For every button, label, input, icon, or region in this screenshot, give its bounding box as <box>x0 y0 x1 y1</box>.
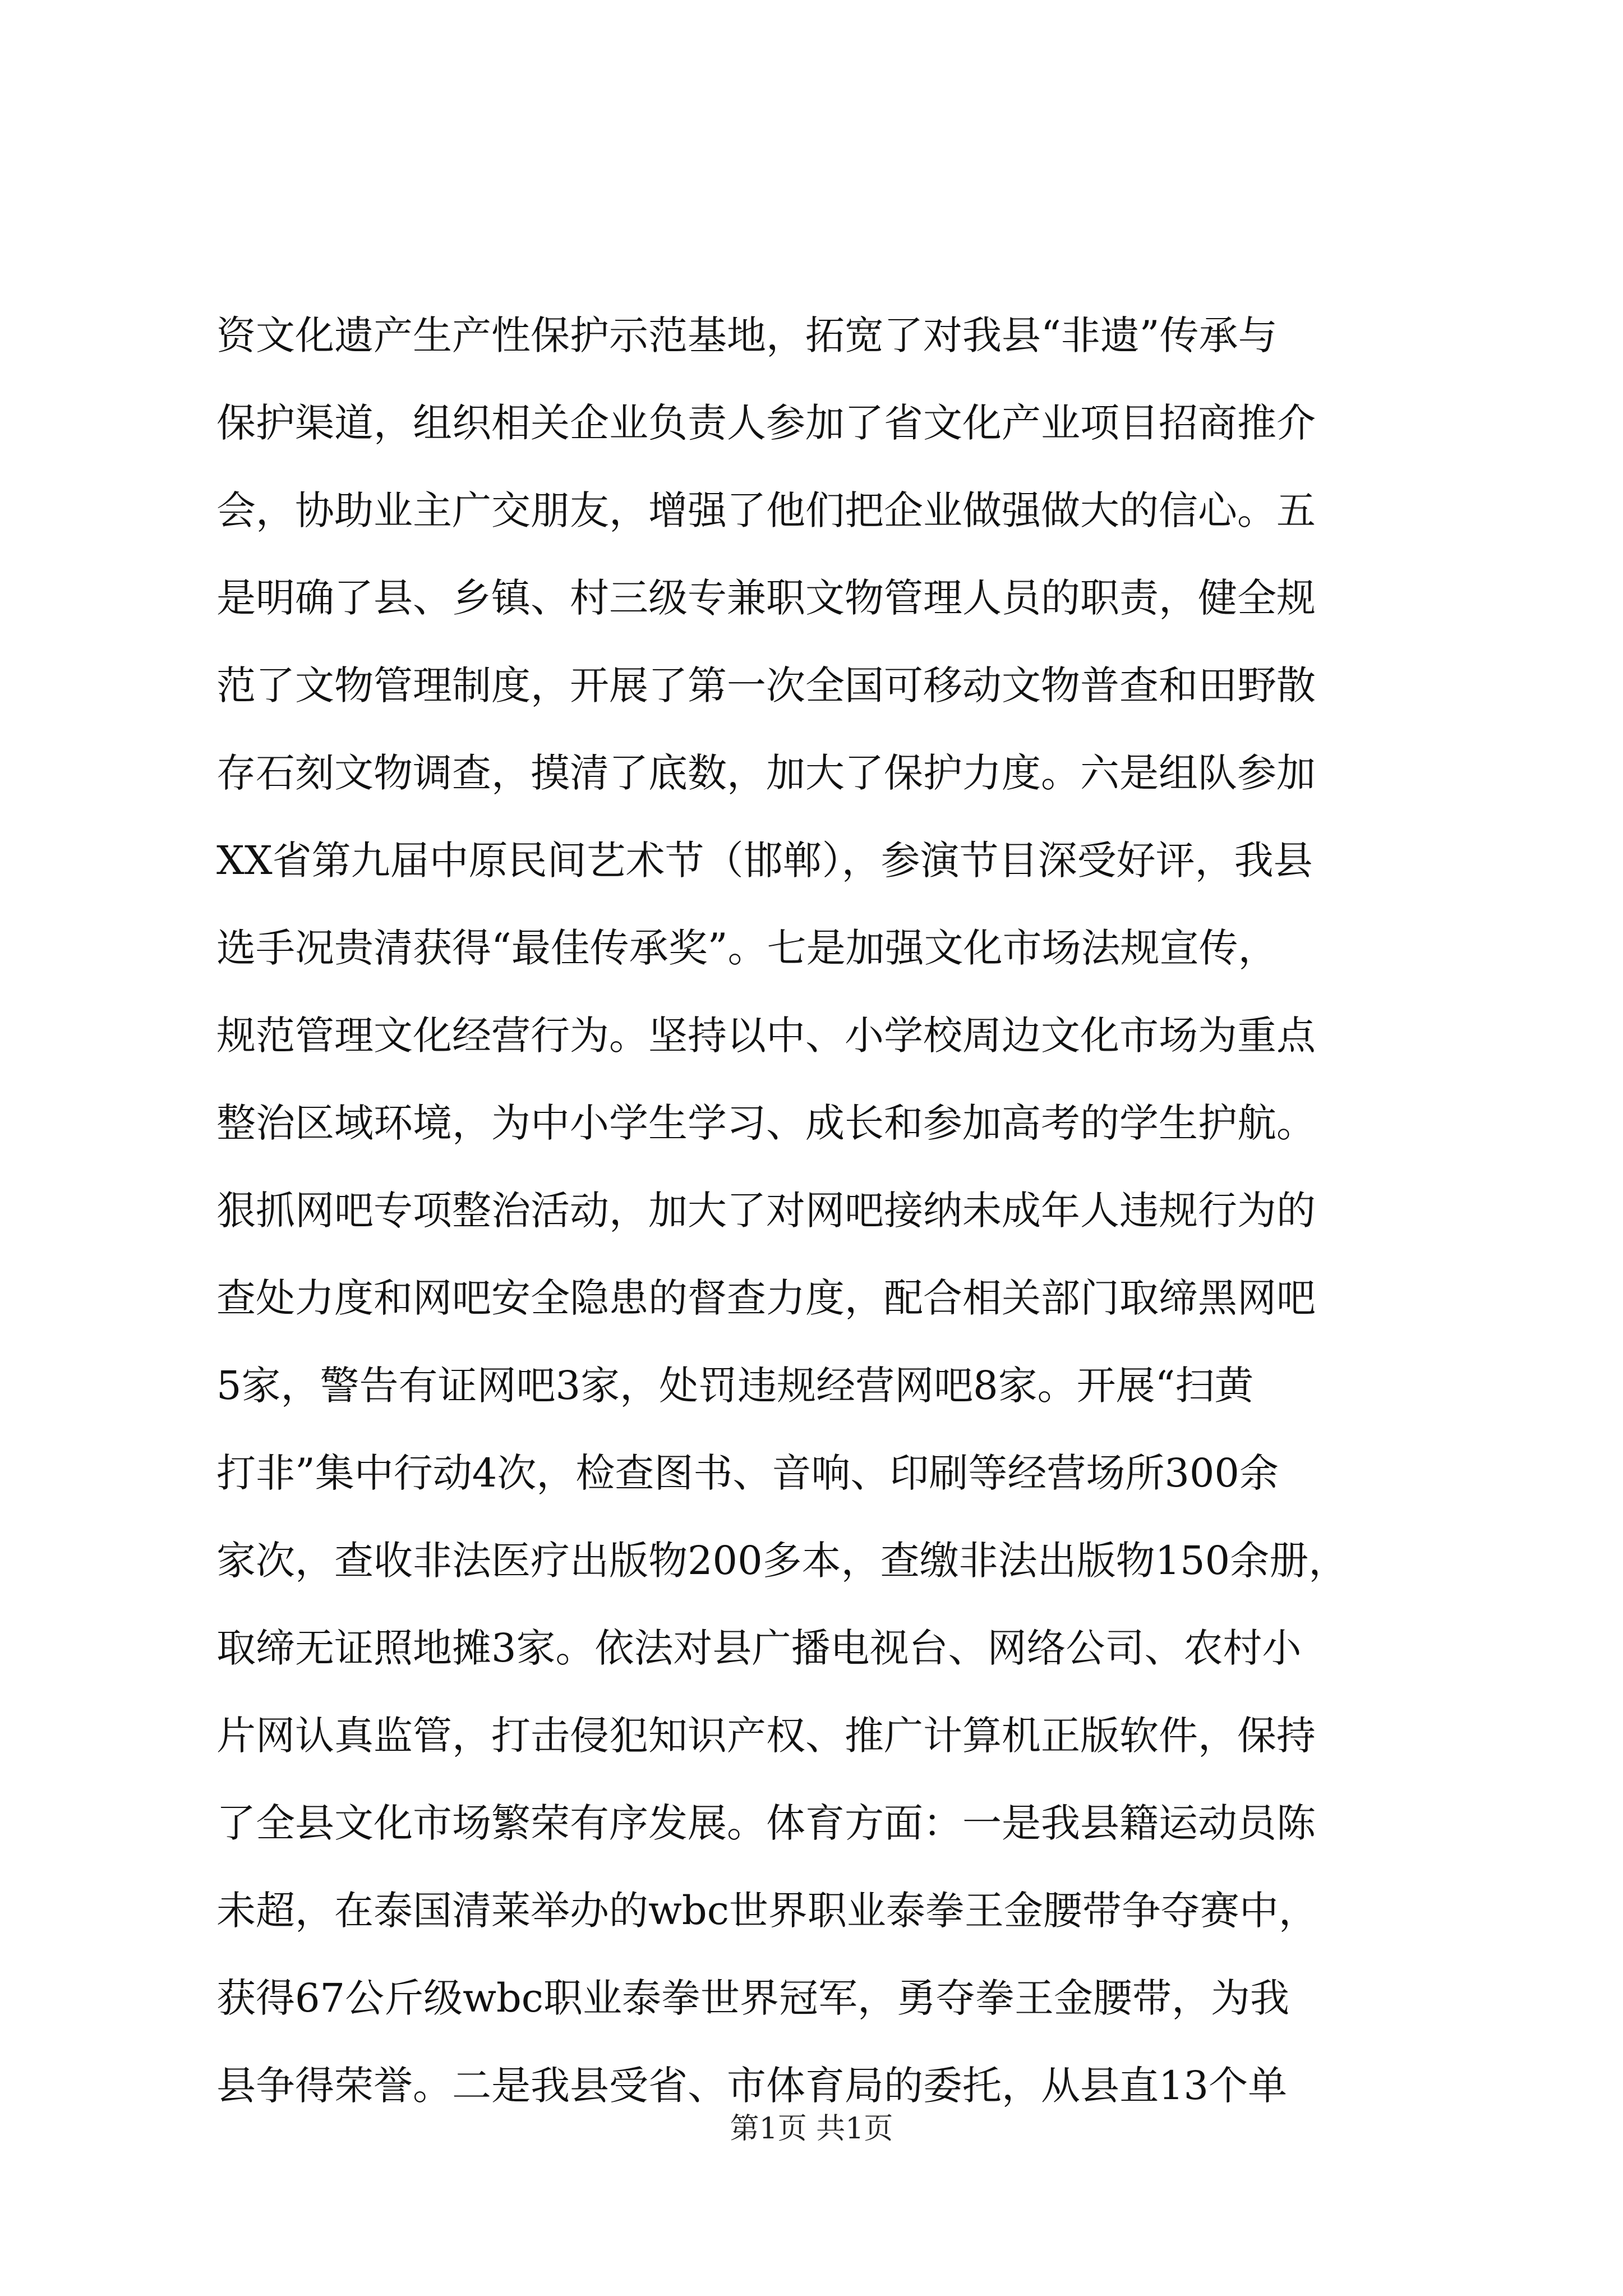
text-line-14: 打非”集中行动4次，检查图书、音响、印刷等经营场所300余 <box>216 1450 1279 1496</box>
text-line-1: 资文化遗产生产性保护示范基地，拓宽了对我县“非遗”传承与 <box>216 312 1278 358</box>
text-line-17: 片网认真监管，打击侵犯知识产权、推广计算机正版软件，保持 <box>216 1713 1316 1759</box>
text-line-16: 取缔无证照地摊3家。依法对县广播电视台、网络公司、农村小 <box>216 1625 1302 1671</box>
text-line-11: 狠抓网吧专项整治活动，加大了对网吧接纳未成年人违规行为的 <box>216 1188 1316 1234</box>
text-line-6: 存石刻文物调查，摸清了底数，加大了保护力度。六是组队参加 <box>216 750 1316 796</box>
text-line-12: 查处力度和网吧安全隐患的督查力度，配合相关部门取缔黑网吧 <box>216 1275 1316 1321</box>
text-line-13: 5家，警告有证网吧3家，处罚违规经营网吧8家。开展“扫黄 <box>216 1363 1254 1409</box>
text-line-3: 会，协助业主广交朋友，增强了他们把企业做强做大的信心。五 <box>216 487 1316 533</box>
text-line-5: 范了文物管理制度，开展了第一次全国可移动文物普查和田野散 <box>216 662 1316 708</box>
page-footer: 第1页 共1页 <box>730 2112 893 2146</box>
text-line-7: XX省第九届中原民间艺术节（邯郸），参演节目深受好评，我县 <box>216 838 1313 884</box>
text-line-2: 保护渠道，组织相关企业负责人参加了省文化产业项目招商推介 <box>216 400 1316 446</box>
text-line-9: 规范管理文化经营行为。坚持以中、小学校周边文化市场为重点 <box>216 1013 1316 1059</box>
text-line-4: 是明确了县、乡镇、村三级专兼职文物管理人员的职责，健全规 <box>216 575 1316 621</box>
text-line-10: 整治区域环境，为中小学生学习、成长和参加高考的学生护航。 <box>216 1100 1316 1146</box>
text-line-15: 家次，查收非法医疗出版物200多本，查缴非法出版物150余册， <box>216 1538 1348 1584</box>
body-text <box>216 292 1422 2129</box>
text-line-20: 获得67公斤级wbc职业泰拳世界冠军，勇夺拳王金腰带，为我 <box>216 1975 1290 2021</box>
text-line-18: 了全县文化市场繁荣有序发展。体育方面：一是我县籍运动员陈 <box>216 1800 1316 1846</box>
text-line-19: 未超，在泰国清莱举办的wbc世界职业泰拳王金腰带争夺赛中， <box>216 1888 1318 1934</box>
text-line-8: 选手况贵清获得“最佳传承奖”。七是加强文化市场法规宣传， <box>216 925 1278 971</box>
text-line-21: 县争得荣誉。二是我县受省、市体育局的委托，从县直13个单 <box>216 2063 1288 2109</box>
